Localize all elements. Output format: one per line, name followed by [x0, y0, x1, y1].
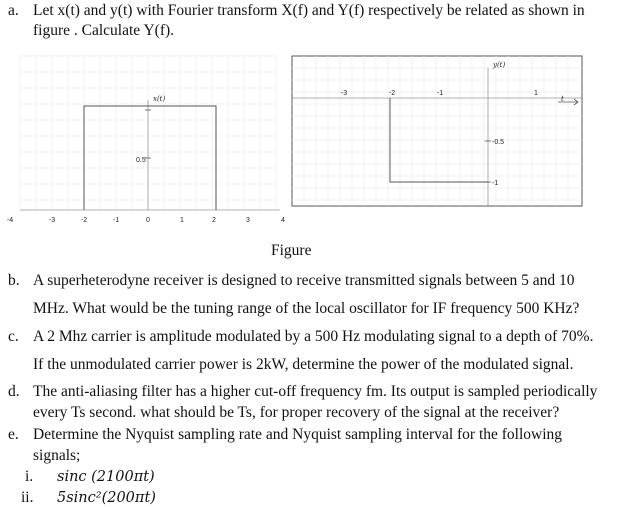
sub-item-label: i. [25, 468, 34, 485]
y-signal-plot [290, 54, 590, 214]
figure-caption: Figure [271, 242, 312, 259]
question-b-label: b. [8, 272, 20, 289]
question-d-line2: every Ts second. what should be Ts, for proper recovery of the signal at the receiver? [33, 404, 560, 421]
question-c-line2: If the unmodulated carrier power is 2kW, determine the power of the modulated signal. [33, 356, 574, 373]
sub-item-label: ii. [21, 489, 34, 506]
x-tick-label: -4 [6, 217, 14, 224]
question-b-line2: MHz. What would be the tuning range of the local oscillator for IF frequency 500 KHz? [33, 300, 580, 317]
question-e-line2: signals; [33, 447, 81, 464]
x-tick-label: 1 [180, 217, 184, 224]
x-tick-label: 0 [146, 217, 150, 224]
y-tick-label: -1 [436, 90, 444, 97]
x-tick-label: -1 [112, 217, 120, 224]
x-signal-label: x(t) [153, 95, 166, 103]
question-a-line2: figure . Calculate Y(f). [33, 22, 175, 39]
sub-item-expression: sinc (2100πt) [57, 469, 155, 485]
question-a-line1: Let x(t) and y(t) with Fourier transform X(f) and Y(f) respectively be related as shown in [33, 2, 585, 19]
x-tick-label: 4 [281, 217, 285, 224]
y-tick-label: -3 [340, 90, 348, 97]
question-e-line1: Determine the Nyquist sampling rate and Nyquist sampling interval for the following [33, 426, 563, 443]
x-tick-label: 2 [212, 217, 216, 224]
x-signal-plot [0, 50, 290, 230]
y-tick-label: -2 [388, 90, 396, 97]
t-axis-label: t [561, 95, 564, 103]
sub-item-expression: 5sinc²(200πt) [57, 490, 156, 506]
x-tick-label: 3 [246, 217, 250, 224]
question-c-line1: A 2 Mhz carrier is amplitude modulated by a 500 Hz modulating signal to a depth of 70%. [33, 328, 594, 345]
y-tick-minus-half: -0.5 [492, 139, 505, 146]
y-signal-label: y(t) [493, 61, 506, 69]
x-tick-half: 0.5 [136, 157, 146, 164]
question-d-label: d. [8, 383, 20, 400]
question-c-label: c. [8, 328, 19, 345]
question-b-line1: A superheterodyne receiver is designed to receive transmitted signals between 5 and 10 [33, 272, 575, 289]
y-plot-border [292, 56, 582, 206]
y-tick-minus-one: -1 [492, 180, 499, 187]
question-d-line1: The anti-aliasing filter has a higher cut-off frequency fm. Its output is sampled periodically [33, 383, 598, 400]
x-tick-label: -2 [80, 217, 88, 224]
question-a-label: a. [8, 2, 19, 19]
question-e-label: e. [8, 426, 19, 443]
x-tick-label: -3 [48, 217, 56, 224]
y-tick-label: 1 [534, 90, 538, 97]
